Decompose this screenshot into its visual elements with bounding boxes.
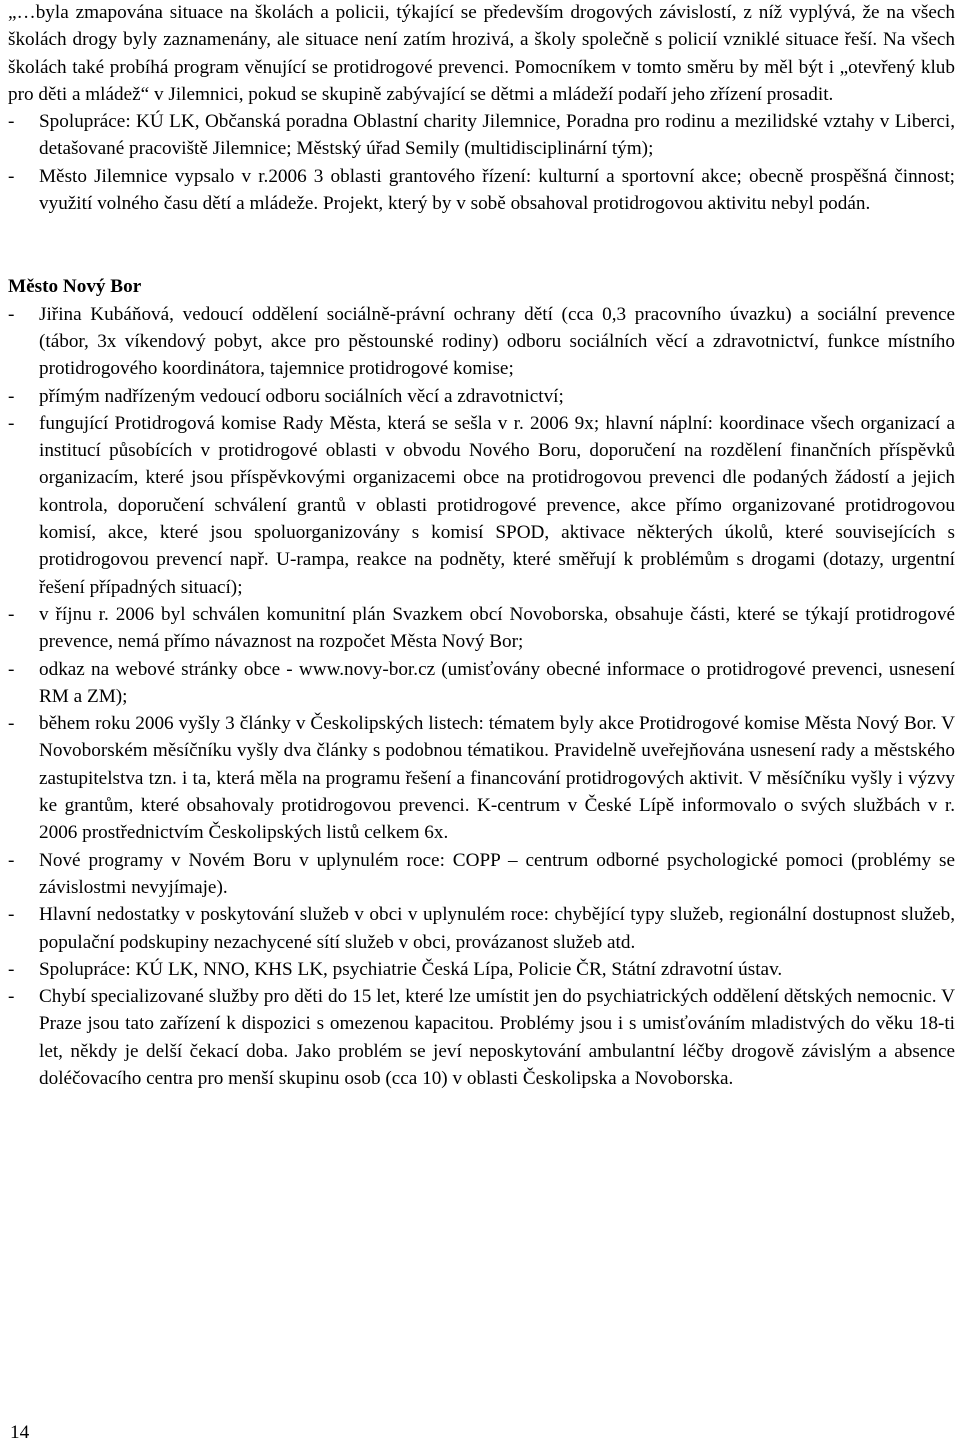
dash-bullet: - [8,986,15,1008]
list-item: - přímým nadřízeným vedoucí odboru sociálních věcí a zdravotnictví; [8,383,955,410]
section-heading: Město Nový Bor [8,276,142,298]
dash-bullet: - [8,165,15,187]
list-item: - Chybí specializované služby pro děti do 15 let, které lze umístit jen do psychiatrických oddělení dětských nemocnic. V Praze jsou tato zařízení k dispozici s omezenou kapacitou. Problémy jsou i s umisťováním mladistvých do věku 18-ti let, někdy je delší čekací doba. Jako problém se jeví neposkytování ambulantní léčby drogově závislým a absence doléčovacího centra pro menší skupinu osob (cca 10) v oblasti Českolipska a Novoborska. [8,983,955,1092]
list-item: - během roku 2006 vyšly 3 články v Českolipských listech: tématem byly akce Protidrogové komise Města Nový Bor. V Novoborském měsíčníku vyšly dva články s podobnou tématikou. Pravidelně uveřejňována usnesení rady a městského zastupitelstva tzn. i ta, která měla na programu řešení a financování protidrogových aktivit. V měsíčníku vyšly i výzvy ke grantům, které obsahovaly protidrogovou prevenci. K-centrum v České Lípě informovalo o svých službách v r. 2006 prostřednictvím Českolipských listů celkem 6x. [8,710,955,846]
dash-bullet: - [8,658,15,680]
dash-bullet: - [8,603,15,625]
intro-paragraph: „…byla zmapována situace na školách a policii, týkající se především drogových závislostí, z níž vyplývá, že na všech školách drogy byly zaznamenány, ale situace není zatím hrozivá, a školy společně s policií vzniklé situace řeší. Na všech školách také probíhá program věnující se protidrogové prevenci. Pomocníkem v tomto směru by měl být i „otevřený klub pro děti a mládež“ v Jilemnici, pokud se skupině zabývající se dětmi a mládeží podaří jeho zřízení prosadit. [8,2,955,105]
list-item: - Hlavní nedostatky v poskytování služeb v obci v uplynulém roce: chybějící typy služeb, regionální dostupnost služeb, populační podskupiny nezachycené sítí služeb v obci, provázanost služeb atd. [8,901,955,956]
page-number: 14 [10,1422,30,1443]
list-item: - Nové programy v Novém Boru v uplynulém roce: COPP – centrum odborné psychologické pomoci (problémy se závislostmi nevyjímaje). [8,847,955,902]
section1-list [8,108,955,217]
list-item: - Jiřina Kubáňová, vedoucí oddělení sociálně-právní ochrany dětí (cca 0,3 pracovního úvazku) a sociální prevence (tábor, 3x víkendový pobyt, akce pro pěstounské rodiny) odboru sociálních věcí a zdravotnictví, funkce místního protidrogového koordinátora, tajemnice protidrogové komise; [8,301,955,383]
list-item: - Město Jilemnice vypsalo v r.2006 3 oblasti grantového řízení: kulturní a sportovní akce; obecně prospěšná činnost; využití volného času dětí a mládeže. Projekt, který by v sobě obsahoval protidrogovou aktivitu nebyl podán. [8,163,955,218]
dash-bullet: - [8,385,15,407]
dash-bullet: - [8,958,15,980]
dash-bullet: - [8,111,15,133]
list-item: - fungující Protidrogová komise Rady Města, která se sešla v r. 2006 9x; hlavní náplní: koordinace všech organizací a institucí působících v protidrogové oblasti v obvodu Nového Boru, doporučení na rozdělení finančních příspěvků organizacím, které jsou příspěvkovými organizacemi obce na protidrogovou prevenci dle podaných žádostí a jejich kontrola, doporučení schválení grantů v oblasti protidrogové prevence, akce přímo organizované protidrogovou komisí, akce, které jsou spoluorganizovány s komisí SPOD, aktivace některých úkolů, které souvisejících s protidrogovou prevencí např. U-rampa, reakce na podněty, které směřují k problémům s drogami (dotazy, urgentní řešení případných situací); [8,410,955,601]
section2-list [8,301,955,1093]
document-page [8,0,955,1092]
dash-bullet: - [8,904,15,926]
dash-bullet: - [8,713,15,735]
list-item: - odkaz na webové stránky obce - www.novy-bor.cz (umisťovány obecné informace o protidrogové prevenci, usnesení RM a ZM); [8,656,955,711]
dash-bullet: - [8,849,15,871]
dash-bullet: - [8,412,15,434]
dash-bullet: - [8,303,15,325]
list-item: - v říjnu r. 2006 byl schválen komunitní plán Svazkem obcí Novoborska, obsahuje části, které se týkají protidrogové prevence, nemá přímo návaznost na rozpočet Města Nový Bor; [8,601,955,656]
list-item: - Spolupráce: KÚ LK, Občanská poradna Oblastní charity Jilemnice, Poradna pro rodinu a mezilidské vztahy v Liberci, detašované pracoviště Jilemnice; Městský úřad Semily (multidisciplinární tým); [8,108,955,163]
list-item: - Spolupráce: KÚ LK, NNO, KHS LK, psychiatrie Česká Lípa, Policie ČR, Státní zdravotní ústav. [8,956,955,983]
